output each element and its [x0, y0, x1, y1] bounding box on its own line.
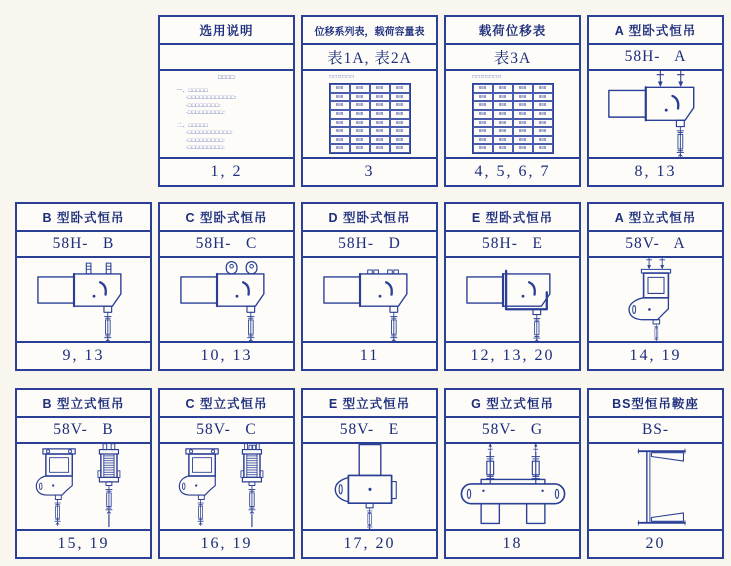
panel-model: 58V- E — [303, 418, 436, 444]
mini-table-cell: 888 — [533, 84, 553, 93]
mini-table-cell: 888 — [370, 110, 390, 119]
note-line: ·□□□□□□□□: — [185, 102, 222, 109]
mini-table-block — [472, 74, 554, 154]
mini-table-cell: 888 — [513, 119, 533, 128]
panel-title: 位移系列表，载荷容量表 — [303, 17, 436, 45]
mini-table-cell: 888 — [330, 144, 350, 153]
note-line: ·□□□□□□□□□□□: — [185, 130, 234, 137]
panel-model: 表1A, 表2A — [303, 45, 436, 71]
mini-table-cell: 888 — [330, 93, 350, 102]
h-type-b-drawing — [21, 258, 147, 341]
panel-pages: 17, 20 — [303, 529, 436, 557]
panel-body — [446, 258, 579, 341]
panel-model: 58H- E — [446, 232, 579, 258]
mini-table-cell: 888 — [473, 101, 493, 110]
note-line: ·□□□□□□□□□: — [185, 137, 226, 144]
panel-body — [160, 71, 293, 157]
mini-table-cell: 888 — [473, 110, 493, 119]
mini-table-cell: 888 — [350, 101, 370, 110]
panel-model: 58H- A — [589, 45, 722, 71]
panel-pages: 3 — [303, 157, 436, 185]
mini-table-cell: 888 — [533, 119, 553, 128]
mini-table-cell: 888 — [493, 84, 513, 93]
mini-table-cell: 888 — [390, 110, 410, 119]
panel-body — [303, 71, 436, 157]
mini-table-cell: 888 — [390, 93, 410, 102]
panel-model — [160, 45, 293, 71]
mini-table-cell: 888 — [533, 93, 553, 102]
panel-body — [160, 258, 293, 341]
panel-model: BS- — [589, 418, 722, 444]
panel-v-type-e — [301, 388, 438, 559]
mini-table-cell: 888 — [330, 101, 350, 110]
mini-table-cell: 888 — [513, 93, 533, 102]
panel-title: C 型立式恒吊 — [160, 390, 293, 418]
panel-title: B 型立式恒吊 — [17, 390, 150, 418]
panel-h-type-b — [15, 202, 152, 371]
mini-table-cell: 888 — [330, 119, 350, 128]
v-type-e-drawing — [312, 444, 428, 529]
mini-table-cell: 888 — [370, 119, 390, 128]
mini-table-cell: 888 — [390, 127, 410, 136]
mini-table-cell: 888 — [350, 84, 370, 93]
panel-body — [589, 444, 722, 529]
panel-pages: 11 — [303, 341, 436, 369]
panel-pages: 10, 13 — [160, 341, 293, 369]
panel-model: 58V- B — [17, 418, 150, 444]
mini-table-cell: 888 — [390, 101, 410, 110]
panel-model: 表3A — [446, 45, 579, 71]
panel-model: 58H- C — [160, 232, 293, 258]
mini-table-cell: 888 — [390, 119, 410, 128]
panel-model: 58V- C — [160, 418, 293, 444]
mini-table-cell: 888 — [513, 110, 533, 119]
mini-table-cell: 888 — [493, 101, 513, 110]
mini-table-cell: 888 — [370, 127, 390, 136]
mini-table-cell: 888 — [513, 136, 533, 145]
v-type-b-drawing — [21, 444, 147, 529]
note-line: ·□□□□□□□□□: — [185, 145, 226, 152]
panel-h-type-e — [444, 202, 581, 371]
panel-load-displacement-table — [444, 15, 581, 187]
mini-table-cell: 888 — [350, 110, 370, 119]
h-type-a-drawing — [593, 71, 719, 157]
bs-saddle-drawing — [606, 444, 706, 529]
mini-table-cell: 888 — [370, 93, 390, 102]
mini-table-cell: 888 — [330, 110, 350, 119]
mini-table-cell: 888 — [330, 127, 350, 136]
note-line: 二、□□□□□ — [176, 122, 209, 129]
note-line: □□□□ — [218, 75, 235, 82]
panel-title: B 型卧式恒吊 — [17, 204, 150, 232]
v-type-c-drawing — [164, 444, 290, 529]
panel-body — [303, 258, 436, 341]
panel-title: A 型卧式恒吊 — [589, 17, 722, 45]
panel-displacement-series-table — [301, 15, 438, 187]
mini-table-cell: 888 — [533, 127, 553, 136]
v-type-g-drawing — [448, 444, 578, 529]
mini-table-cell: 888 — [473, 84, 493, 93]
mini-table-cell: 888 — [513, 144, 533, 153]
mini-table-cell: 888 — [350, 93, 370, 102]
panel-title: 载荷位移表 — [446, 17, 579, 45]
mini-table-caption: □□□□□□□ — [472, 74, 503, 81]
mini-table-cell: 888 — [473, 144, 493, 153]
mini-table-cell: 888 — [473, 93, 493, 102]
mini-table-cell: 888 — [493, 110, 513, 119]
mini-table-cell: 888 — [350, 119, 370, 128]
mini-table-cell: 888 — [350, 136, 370, 145]
mini-table — [329, 83, 411, 154]
panel-title: E 型卧式恒吊 — [446, 204, 579, 232]
mini-table-cell: 888 — [370, 136, 390, 145]
panel-body — [446, 444, 579, 529]
mini-table-cell: 888 — [330, 136, 350, 145]
panel-body — [589, 71, 722, 157]
mini-table-cell: 888 — [533, 110, 553, 119]
mini-table-cell: 888 — [370, 144, 390, 153]
panel-body — [160, 444, 293, 529]
panel-v-type-b — [15, 388, 152, 559]
panel-h-type-c — [158, 202, 295, 371]
v-type-a-drawing — [601, 258, 711, 341]
panel-pages: 20 — [589, 529, 722, 557]
mini-table-cell: 888 — [473, 119, 493, 128]
mini-table-cell: 888 — [390, 144, 410, 153]
panel-pages: 15, 19 — [17, 529, 150, 557]
panel-bs-saddle — [587, 388, 724, 559]
mini-table-cell: 888 — [533, 144, 553, 153]
panel-pages: 8, 13 — [589, 157, 722, 185]
mini-table-cell: 888 — [370, 101, 390, 110]
panel-title: 选用说明 — [160, 17, 293, 45]
mini-table-cell: 888 — [533, 136, 553, 145]
panel-title: D 型卧式恒吊 — [303, 204, 436, 232]
note-line: ·□□□□□□□□□□□□: — [185, 95, 238, 102]
mini-table-cell: 888 — [473, 136, 493, 145]
panel-model: 58H- D — [303, 232, 436, 258]
panel-h-type-d — [301, 202, 438, 371]
mini-table-cell: 888 — [390, 84, 410, 93]
mini-table-caption: □□□□□□ — [329, 74, 355, 81]
panel-title: E 型立式恒吊 — [303, 390, 436, 418]
mini-table-cell: 888 — [493, 136, 513, 145]
panel-title: A 型立式恒吊 — [589, 204, 722, 232]
h-type-c-drawing — [164, 258, 290, 341]
panel-v-type-c — [158, 388, 295, 559]
panel-body — [17, 258, 150, 341]
panel-pages: 16, 19 — [160, 529, 293, 557]
mini-table-cell: 888 — [390, 136, 410, 145]
panel-body — [303, 444, 436, 529]
panel-pages: 9, 13 — [17, 341, 150, 369]
panel-v-type-a — [587, 202, 724, 371]
panel-title: C 型卧式恒吊 — [160, 204, 293, 232]
mini-table-cell: 888 — [493, 93, 513, 102]
panel-v-type-g — [444, 388, 581, 559]
panel-body — [589, 258, 722, 341]
mini-table-block — [329, 74, 411, 154]
panel-model: 58H- B — [17, 232, 150, 258]
mini-table-cell: 888 — [533, 101, 553, 110]
mini-table-cell: 888 — [513, 84, 533, 93]
panel-model: 58V- G — [446, 418, 579, 444]
h-type-e-drawing — [450, 258, 576, 341]
mini-table-cell: 888 — [513, 101, 533, 110]
panel-pages: 4, 5, 6, 7 — [446, 157, 579, 185]
note-line: 一、□□□□□ — [176, 87, 209, 94]
mini-table-cell: 888 — [493, 127, 513, 136]
mini-table-cell: 888 — [513, 127, 533, 136]
panel-h-type-a — [587, 15, 724, 187]
panel-pages: 1, 2 — [160, 157, 293, 185]
panel-title: BS型恒吊鞍座 — [589, 390, 722, 418]
mini-table-cell: 888 — [473, 127, 493, 136]
mini-table-cell: 888 — [370, 84, 390, 93]
panel-title: G 型立式恒吊 — [446, 390, 579, 418]
note-line: ·□□□□□□□□□: — [185, 110, 226, 117]
mini-table-cell: 888 — [350, 127, 370, 136]
panel-selection-notes — [158, 15, 295, 187]
mini-table-cell: 888 — [493, 119, 513, 128]
mini-table — [472, 83, 554, 154]
panel-body — [17, 444, 150, 529]
mini-table-cell: 888 — [330, 84, 350, 93]
panel-pages: 12, 13, 20 — [446, 341, 579, 369]
h-type-d-drawing — [307, 258, 433, 341]
panel-pages: 14, 19 — [589, 341, 722, 369]
notes-text-block — [169, 75, 285, 153]
panel-pages: 18 — [446, 529, 579, 557]
mini-table-cell: 888 — [493, 144, 513, 153]
mini-table-cell: 888 — [350, 144, 370, 153]
panel-body — [446, 71, 579, 157]
panel-model: 58V- A — [589, 232, 722, 258]
